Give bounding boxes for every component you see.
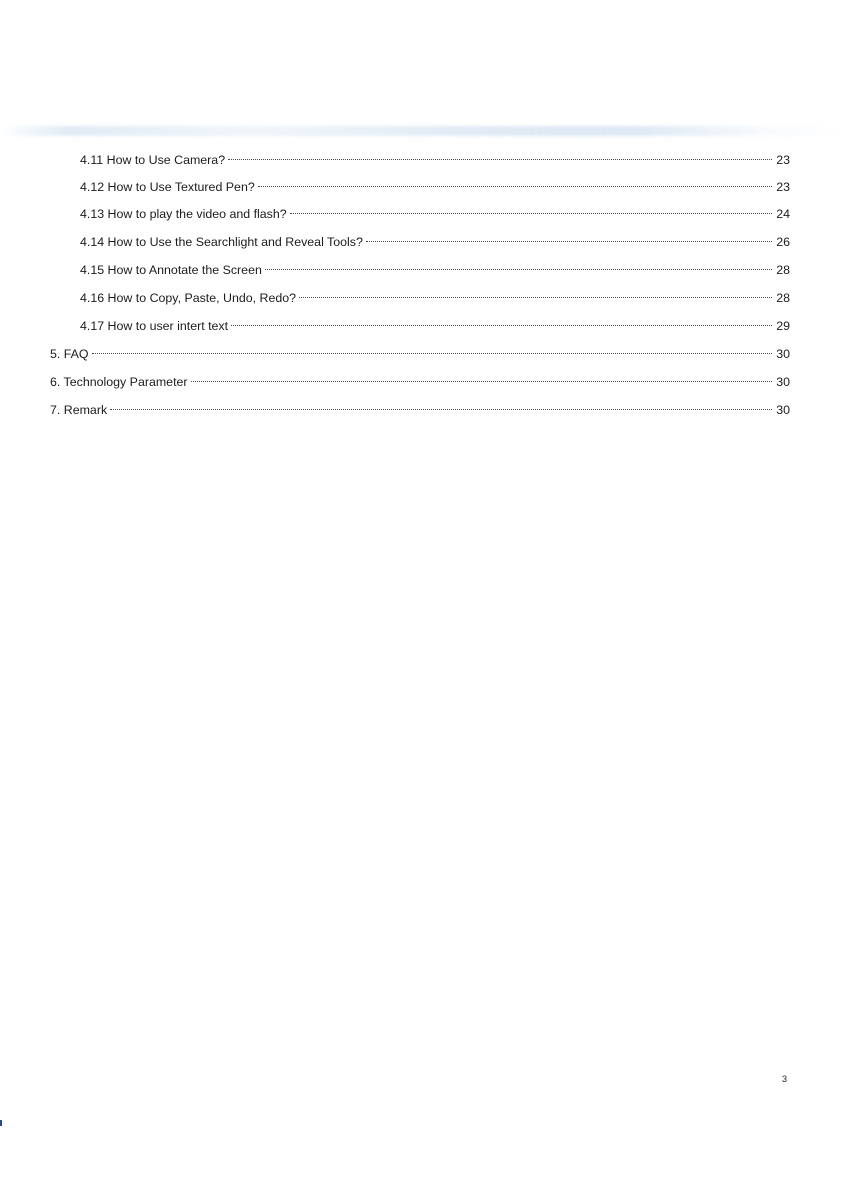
toc-entry-label: 4.16 How to Copy, Paste, Undo, Redo?	[80, 291, 297, 305]
toc-entry-label: 4.11 How to Use Camera?	[80, 153, 226, 167]
toc-dot-leader	[256, 173, 774, 191]
toc-entry-4-11[interactable]	[80, 146, 790, 167]
page-edge-mark	[0, 1120, 2, 1126]
toc-entry-label: 5. FAQ	[50, 347, 89, 361]
page-number: 3	[782, 1074, 788, 1084]
toc-entry-page: 29	[776, 319, 790, 333]
toc-entry-label: 4.17 How to user intert text	[80, 319, 229, 333]
toc-entry-label: 4.12 How to Use Textured Pen?	[80, 180, 255, 194]
toc-dot-leader	[297, 284, 774, 302]
toc-dot-leader	[288, 200, 775, 218]
toc-dot-leader	[263, 256, 774, 274]
toc-entry-4-17[interactable]	[80, 312, 790, 333]
toc-dot-leader	[90, 340, 775, 358]
toc-entry-4-13[interactable]	[80, 200, 790, 221]
toc-entry-4-16[interactable]	[80, 284, 790, 305]
toc-entry-5[interactable]	[50, 340, 790, 361]
toc-dot-leader	[229, 312, 774, 330]
toc-dot-leader	[108, 396, 774, 414]
toc-entry-label: 7. Remark	[50, 403, 108, 417]
toc-entry-label: 4.13 How to play the video and flash?	[80, 207, 287, 221]
toc-dot-leader	[189, 368, 775, 386]
toc-entry-page: 23	[776, 153, 790, 167]
toc-entry-7[interactable]	[50, 396, 790, 417]
toc-entry-6[interactable]	[50, 368, 790, 389]
toc-entry-page: 28	[776, 263, 790, 277]
toc-entry-page: 28	[776, 291, 790, 305]
toc-entry-label: 6. Technology Parameter	[50, 375, 188, 389]
toc-dot-leader	[364, 228, 774, 246]
toc-entry-page: 30	[776, 403, 790, 417]
toc-entry-page: 26	[776, 235, 790, 249]
toc-entry-label: 4.15 How to Annotate the Screen	[80, 263, 262, 277]
toc-entry-page: 30	[776, 375, 790, 389]
toc-entry-page: 24	[776, 207, 790, 221]
toc-entry-4-12[interactable]	[80, 173, 790, 194]
toc-entry-4-15[interactable]	[80, 256, 790, 277]
toc-entry-page: 30	[776, 347, 790, 361]
toc-entry-label: 4.14 How to Use the Searchlight and Reveal Tools?	[80, 235, 363, 249]
toc-entry-page: 23	[776, 180, 790, 194]
toc-entry-4-14[interactable]	[80, 228, 790, 249]
toc-dot-leader	[226, 146, 774, 164]
